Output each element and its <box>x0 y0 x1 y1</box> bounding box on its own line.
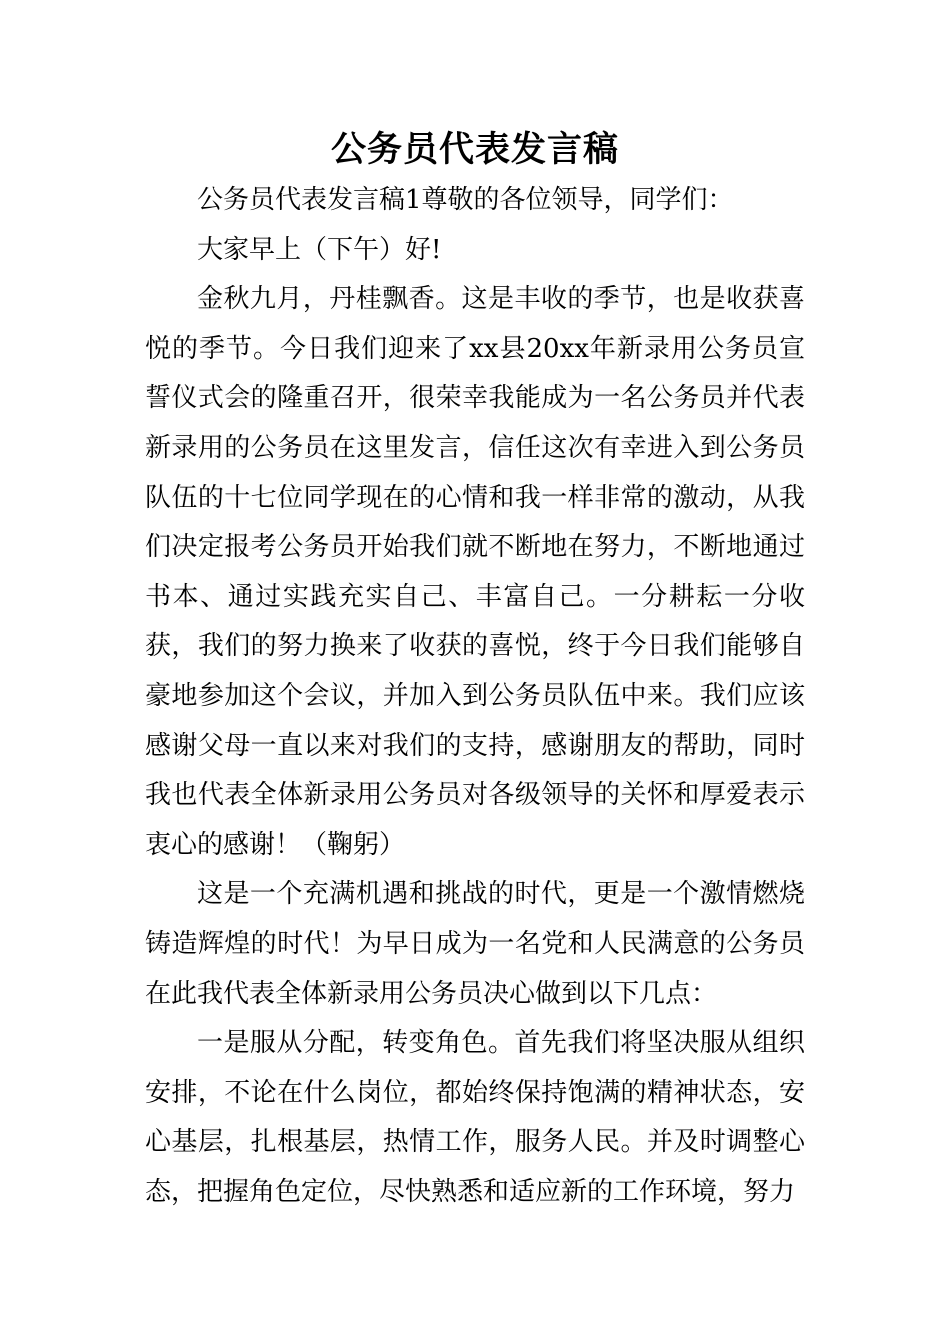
paragraph-introduction: 金秋九月，丹桂飘香。这是丰收的季节，也是收获喜悦的季节。今日我们迎来了xx县20xx年新录用公务员宣誓仪式会的隆重召开，很荣幸我能成为一名公务员并代表新录用的公务员在这里发言，信任这次有幸进入到公务员队伍的十七位同学现在的心情和我一样非常的激动，从我们决定报考公务员开始我们就不断地在努力，不断地通过书本、通过实践充实自己、丰富自己。一分耕耘一分收获，我们的努力换来了收获的喜悦，终于今日我们能够自豪地参加这个会议，并加入到公务员队伍中来。我们应该感谢父母一直以来对我们的支持，感谢朋友的帮助，同时我也代表全体新录用公务员对各级领导的关怀和厚爱表示衷心的感谢！（鞠躬） <box>145 284 805 860</box>
paragraph-era: 这是一个充满机遇和挑战的时代，更是一个激情燃烧铸造辉煌的时代！为早日成为一名党和人民满意的公务员在此我代表全体新录用公务员决心做到以下几点： <box>145 879 805 1009</box>
paragraph-salutation: 大家早上（下午）好! <box>197 234 442 265</box>
paragraph-point-one: 一是服从分配，转变角色。首先我们将坚决服从组织安排，不论在什么岗位，都始终保持饱满的精神状态，安心基层，扎根基层，热情工作，服务人民。并及时调整心态，把握角色定位，尽快熟悉和适应新的工作环境，努力 <box>145 1028 805 1207</box>
paragraph-greeting: 公务员代表发言稿1尊敬的各位领导，同学们： <box>197 185 734 215</box>
document-title: 公务员代表发言稿 <box>330 129 619 170</box>
document-body <box>145 176 805 1217</box>
